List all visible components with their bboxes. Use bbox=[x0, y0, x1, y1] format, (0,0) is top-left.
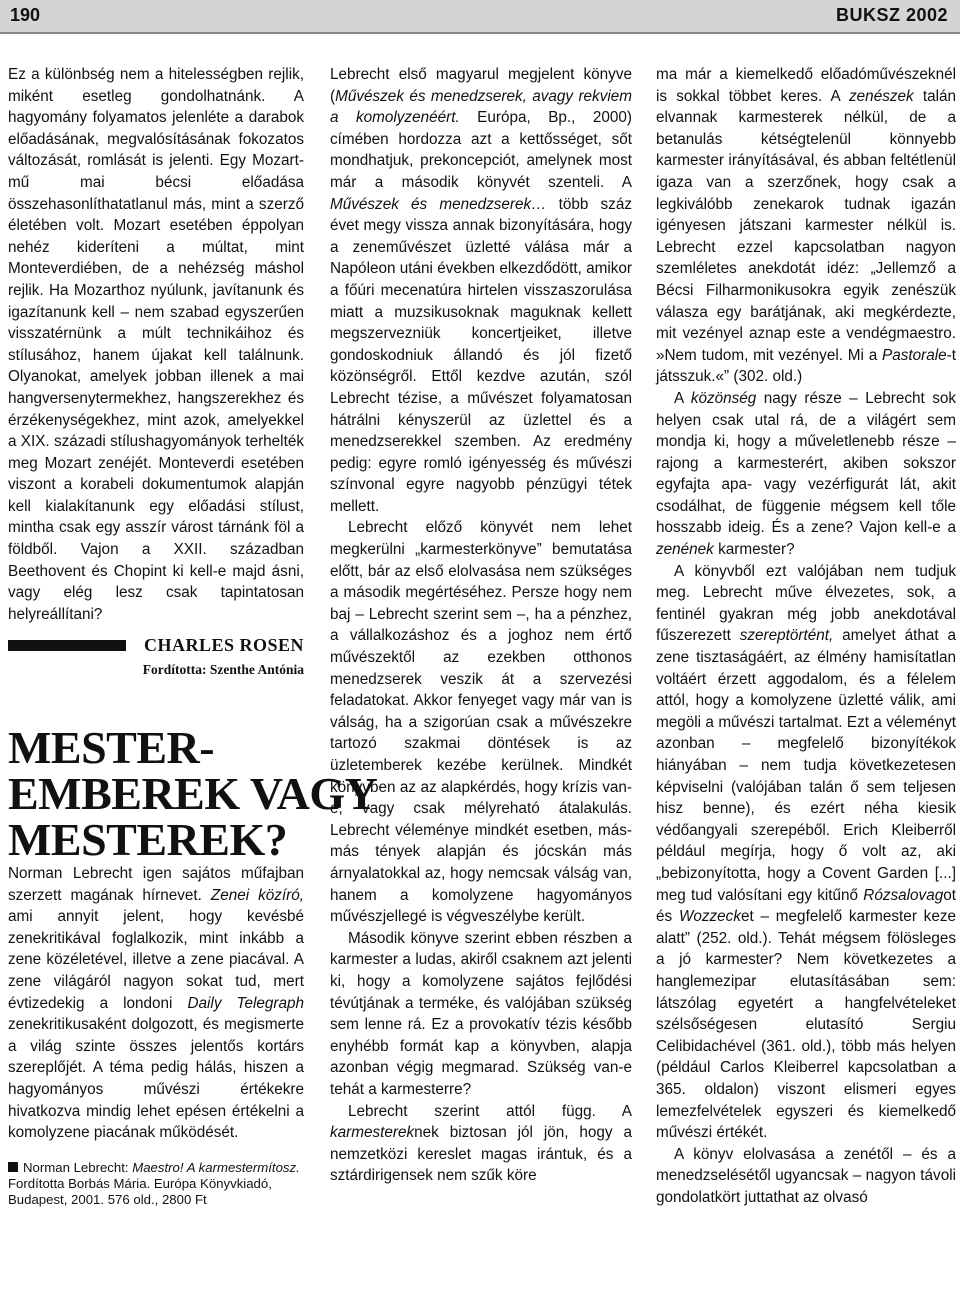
column-2 bbox=[330, 64, 632, 1187]
paragraph: Második könyve szerint ebben részben a karmester a ludas, akiről csaknem azt jelenti ki, hogy a komolyzene sajátos fejlődési tévútjának a terméke, és valójában szükség sem lenne rá. Ez a provokatív tézis később enyhébb formát kap a könyvben, alapja azonban végig megmarad. Szükség van-e tehát a karmesterre? bbox=[330, 929, 632, 1098]
title-line-2: EMBEREK VAGY bbox=[8, 768, 378, 820]
page-number: 190 bbox=[10, 5, 41, 25]
paragraph: A könyvből ezt valójában nem tudjuk meg. Lebrecht műve élvezetes, sok, a fentinél gyakran még jobb anekdotával fűszerezett szereptörtént, amelyet áthat a zene tisztaságáért, az élmény hamisítatlan voltáért érzett aggodalom, és a félelem attól, hogy a komolyzene üzletté válik, ami megöli a művészi tartalmat. Ezt a véleményt azonban – megfelelő bizonyítékok hiányában – nem tudja következetesen képviselni (valójában talán ő sem teljesen hisz benne), és ezért néha kiesik védőangyali szerepéből. Erich Kleiberről például megírja, hogy ő volt az, aki „bebizonyította, hogy a Covent Garden [...] meg tud valósítani egy kitűnő Rózsalovagot és Wozzecket – megfelelő karmester keze alatt” (252. old.). Tehát mégsem fölösleges a jó karmester? Nem következetes a hanglemezipar elutasításában sem: látszólag egyetért a hangfelvételeket szélsőségesen elutasító Sergiu Celibidachével (361. old.), több más helyen (például Carlos Kleiberrel kapcsolatban a 365. oldalon) viszont elismeri egyes lemezfelvételek egyszeri és kiemelkedő művészi értékét. bbox=[656, 562, 957, 1142]
paragraph: Lebrecht előző könyvét nem lehet megkerülni „karmesterkönyve” bemutatása előtt, bár az első elolvasása nem szükséges a második megértéséhez. Persze hogy nem baj – Lebrecht szerint sem –, ha a pénzhez, a vállalkozáshoz és a joghoz nem értő művészektől az ezekben otthonos menedzserek veszik át a szervezési feladatokat. Akkor fenyeget vagy már van is válság, ha a szigorúan csak a művészekre tartozó szakmai döntések is az üzletemberek kezébe kerülnek. Mindkét könyvben az az alapkérdés, hogy krízis van-e, vagy csak mélyreható átalakulás. Lebrecht véleménye mindkét esetben, más-más tények alapján és jócskán más árnyalatokkal az, hogy nemcsak válság van, hanem a komolyzene hagyományos művészjellegé is végveszélybe került. bbox=[330, 519, 632, 926]
lead-paragraph: Norman Lebrecht igen sajátos műfajban szerzett magának hírnevet. Zenei közíró, ami annyit jelent, hogy kevésbé zenekritikával foglalkozik, mint inkább a zene közéletével, illetve a zene piacával. A zene világáról nagyon sokat tud, mert évtizedekig a londoni Daily Telegraph zenekritikusaként dolgozott, és megismerte a világ szinte összes jelentős kortárs szereplőjét. A téma pedig hálás, hiszen a hagyományos művészi értékekre hivatkozva mindig lehet epésen értékelni a komolyzene piacának működését. bbox=[8, 865, 304, 1142]
page-header bbox=[0, 0, 960, 34]
rosen-article-ending: Ez a különbség nem a hitelességben rejlik, miként esetleg gondolhatnánk. A hagyomány folyamatos jelenléte a darabok előadásának, megvalósításának fokozatos változását, romlását is jelenti. Egy Mozart-mű mai bécsi előadása összehasonlíthatatlanul más, mint a szerző életében volt. Mozart esetében éppolyan nehéz kideríteni a múltat, mint Monteverdiében, de a nehézség máshol rejlik. Ha Mozarthoz nyúlunk, javítanunk és igazítanunk kell – nem szabad egyszerűen visszatérnünk a múlt technikáihoz és stílusához, hanem újakat kell találnunk. Olyanokat, amelyek jobban illenek a mai hangversenytermekhez, hangszerekhez és érzékenységekhez, mint azok, amelyekkel a XIX. századi stílushagyományok terhelték meg Mozart zenéjét. Monteverdi esetében viszont a korabeli dokumentumok alapján kell kialakítanunk egy előadási stílust, mintha csak egy asszír várost tárnánk föl a földből. Vajon a XXII. században Beethovent és Chopint ki kell-e majd ásni, vagy elég lesz csak tapintatosan helyreállítani? bbox=[8, 66, 304, 623]
author-line bbox=[8, 635, 304, 657]
paragraph: Lebrecht első magyarul megjelent könyve (Művészek és menedzserek, avagy rekviem a komolyzenéért. Európa, Bp., 2000) címében hordozza azt a kettősséget, sőt mondhatjuk, prekoncepciót, amelynek most már a második könyvét szenteli. A Művészek és menedzserek… több száz évet megy vissza annak bizonyítására, hogy a zeneművészet üzletté válása már a Napóleon utáni években elkezdődött, amikor a főúri mecenatúra hirtelen visszaszorulása miatt a muzsikusoknak maguknak kellett megszervezniük koncertjeiket, illetve gondoskodniuk állandó és jól fizető közönségről. Ettől kezdve azután, szól Lebrecht tézise, a művészet folyamatosan hátrálni kényszerül az üzlettel és a menedzserekkel szemben. Az eredmény pedig: egyre romló igényesség és művészi színvonal egyre nagyobb pénzügyi tétek mellett. bbox=[330, 66, 632, 515]
paragraph: Lebrecht szerint attól függ. A karmestereknek biztosan jól jön, hogy a nemzetközi kereslet magas irántuk, és a sztárdirigensek nem szűk köre bbox=[330, 1102, 632, 1185]
journal-name: BUKSZ 2002 bbox=[835, 5, 948, 25]
paragraph: A könyv elolvasása a zenétől – és a menedzselésétől ugyancsak – nagyon távoli gondolatkört juttathat az olvasó bbox=[656, 1145, 956, 1206]
title-line-1: MESTER- bbox=[8, 722, 215, 774]
translator-credit: Fordította: Szenthe Antónia bbox=[142, 662, 304, 678]
paragraph: ma már a kiemelkedő előadóművészeknél is sokkal többet keres. A zenészek talán elvannak karmesterek nélkül, de a betanulás kétségtelenül könnyebb karmester irányításával, és abban feltétlenül igaza van a szerzőnek, hogy csak a legkiválóbb zenekarok tudnak igazán igényesen játszani karmester nélkül is. Lebrecht ezzel kapcsolatban nagyon szemléletes anekdotát idéz: „Jellemző a Bécsi Filharmonikusokra egyik zenészük válasza egy barátjának, aki megkérdezte, mit vezényel aznap este a vendégmaestro. »Nem tudom, mit vezényel. Mi a Pastorale-t játsszuk.«” (302. old.) bbox=[656, 66, 957, 386]
book-reference: Norman Lebrecht: Maestro! A karmestermítosz. Fordította Borbás Mária. Európa Könyvkiadó, Budapest, 2001. 576 old., 2800 Ft bbox=[8, 1159, 300, 1207]
paragraph: A közönség nagy része – Lebrecht sok helyen csak utal rá, de a világért sem mondja ki, hogy a műveletlenebb része – rajong a karmesterért, akiben sokszor egyfajta apa- vagy vezérfigurát lát, akit csodálhat, de függenie mégsem kell tőle hosszabb ideig. És a zene? Vajon kell-e a zenének karmester? bbox=[656, 389, 957, 559]
title-line-3: MESTEREK? bbox=[8, 814, 288, 866]
author-name: CHARLES ROSEN bbox=[143, 635, 304, 656]
author-bar bbox=[8, 640, 126, 651]
column-1 bbox=[8, 64, 378, 1208]
column-3 bbox=[656, 64, 956, 1208]
article-title bbox=[8, 722, 378, 866]
bullet-square bbox=[8, 1162, 18, 1172]
